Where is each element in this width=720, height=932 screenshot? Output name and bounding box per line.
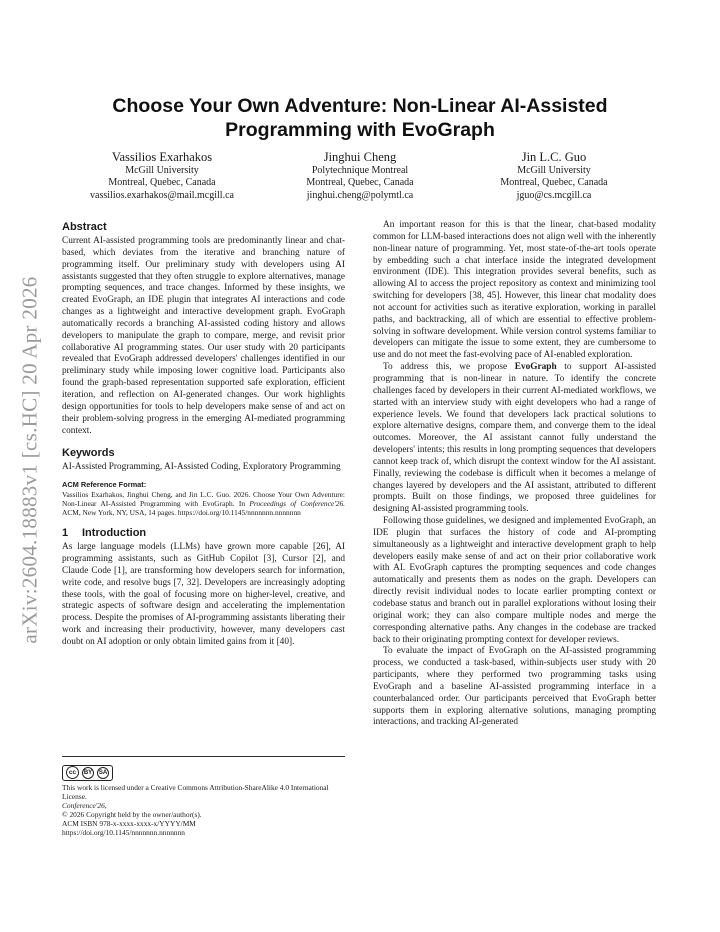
intro-paragraph-1: As large language models (LLMs) have grown more capable [26], AI programming assistants, such as GitHub Copilot [3], Cursor [2], and Claude Code [1], are transforming how developers search for information, write code, and resolve bugs [7, 32]. Developers are increasingly adopting these tools, with the goal of focusing more on higher-level, creative, and strategic aspects of software design and accelerating the implementation process. Despite the promises of AI-programming assistants liberating their work and increasing their productivity, however, many developers cast doubt on AI adoption or only obtain limited gains from it [40]. <box>62 542 345 647</box>
right-paragraph-3: Following those guidelines, we designed and implemented EvoGraph, an IDE plugin that surfaces the history of code and AI-prompting simultaneously as a lightweight and interactive development graph to help developers easily make sense of and act on their prior collaborative work with AI. EvoGraph captures the prompting sequences and code changes automatically and presents them as nodes on the graph. Developers can directly revisit individual nodes to locate earlier prompting context or codebase status and branch out in parallel explorations without losing their original work; they can also compare multiple nodes and merge the corresponding alternative paths. Any changes in the codebase are tracked back to their originating prompting context for developer reviews. <box>373 516 656 645</box>
author-affiliation: McGill University <box>517 165 591 176</box>
keywords-text: AI-Assisted Programming, AI-Assisted Coding, Exploratory Programming <box>62 462 341 473</box>
acm-reference-venue: Proceedings of Conference'26. <box>249 499 345 509</box>
acm-reference-text <box>62 490 345 517</box>
arxiv-stamp-text: arXiv:2604.18883v1 [cs.HC] 20 Apr 2026 <box>17 276 42 644</box>
author-affiliation: McGill University <box>125 165 199 176</box>
title-line-2: Programming with EvoGraph <box>225 119 495 141</box>
right-paragraph-4: To evaluate the impact of EvoGraph on the AI-assisted programming process, we conducted a task-based, within-subjects user study with 20 participants, where they performed two programming tasks using EvoGraph and a baseline AI-assisted programming interface in a counterbalanced order. Our participants perceived that EvoGraph better supports them in exploring alternative solutions, managing prompting interactions, and tracking AI-generated <box>373 646 656 728</box>
author-affiliation: Polytechnique Montreal <box>311 165 409 176</box>
author-2 <box>260 150 460 202</box>
right-paragraph-2 <box>373 362 656 516</box>
arxiv-stamp <box>8 250 52 670</box>
author-location: Montreal, Quebec, Canada <box>500 177 608 189</box>
author-email[interactable]: jinghui.cheng@polymtl.ca <box>306 189 414 201</box>
acm-reference-line1: Vassilios Exarhakos, Jinghui Cheng, and Jin L.C. Guo. 2026. Choose Your Own Adventure: Non-Linear AI-Assisted Programming with EvoGraph. In <box>62 490 345 509</box>
footnote-block <box>62 756 345 837</box>
author-email[interactable]: jguo@cs.mcgill.ca <box>516 189 592 201</box>
license-text: This work is licensed under a Creative Commons Attribution-ShareAlike 4.0 International License. <box>62 782 329 801</box>
section-title: Introduction <box>82 527 147 540</box>
p2-lead: To address this, we propose <box>383 362 508 373</box>
introduction-heading <box>62 526 345 540</box>
isbn-text: ACM ISBN 978-x-xxxx-xxxx-x/YYYY/MM <box>62 818 196 828</box>
footnote-rule <box>62 756 345 757</box>
right-column <box>373 220 656 729</box>
acm-reference-heading: ACM Reference Format: <box>62 480 147 490</box>
section-number: 1 <box>62 527 69 540</box>
acm-reference-line2[interactable]: ACM, New York, NY, USA, 14 pages. https://doi.org/10.1145/nnnnnnn.nnnnnnn <box>62 508 301 518</box>
author-name: Vassilios Exarhakos <box>111 150 213 164</box>
left-column <box>62 220 345 649</box>
author-location: Montreal, Quebec, Canada <box>108 177 216 189</box>
keywords-heading: Keywords <box>62 447 115 460</box>
author-block <box>62 150 658 210</box>
right-paragraph-1: An important reason for this is that the linear, chat-based modality common for LLM-based interactions does not align well with the inherently non-linear nature of programming. Yet, most state-of-the-art tools operate by embedding such a chat interface inside the integrated development environment (IDE). This integration provides several benefits, such as allowing AI to access the project repository as context and minimizing tool switching for developers [38, 45]. However, this linear chat modality does not account for activities such as iterative exploration, working in parallel paths, and backtracking, all of which are essential to effective problem-solving in software development. While version control systems familiar to developers can mitigate the issue to some extent, they are cumbersome to use and do not meet the fast-evolving pace of AI-enabled exploration. <box>373 220 656 361</box>
sa-icon: SA <box>97 767 109 779</box>
author-1 <box>62 150 262 202</box>
author-location: Montreal, Quebec, Canada <box>306 177 414 189</box>
by-icon: BY <box>82 767 94 779</box>
doi-link[interactable]: https://doi.org/10.1145/nnnnnnn.nnnnnnn <box>62 827 185 837</box>
p2-rest: to support AI-assisted programming that is non-linear in nature. To identify the concrete challenges faced by developers in their current AI-mediated workflows, we started with an interview study with eight developers who had a range of experience levels. We found that developers lack practical solutions to explore alternative designs, compare them, and converge them to the ideal outcomes. Moreover, the AI assistant cannot fully understand the developers' intents; this results in long prompting sequences that developers cannot keep track of, which disrupt the context window for the AI assistant. Finally, reviewing the codebase is difficult when it becomes a melange of changes layered by developers and the AI assistant, attributed to different prompts. Built on those findings, we proposed three guidelines for designing AI-assisted programming tools. <box>373 362 656 515</box>
evograph-name: EvoGraph <box>514 362 557 373</box>
author-email[interactable]: vassilios.exarhakos@mail.mcgill.ca <box>90 189 234 201</box>
author-name: Jin L.C. Guo <box>521 150 587 164</box>
author-3 <box>454 150 654 202</box>
paper-title <box>62 94 658 142</box>
cc-icon: cc <box>66 766 79 779</box>
cc-license-badge[interactable] <box>62 765 113 781</box>
title-line-1: Choose Your Own Adventure: Non-Linear AI-Assisted <box>112 95 608 117</box>
abstract-text: Current AI-assisted programming tools are predominantly linear and chat-based, which deviates from the iterative and branching nature of programming itself. Our preliminary study with developers using AI assistants suggested that they often struggle to explore alternatives, manage prompting sequences, and trace changes. Informed by these insights, we created EvoGraph, an IDE plugin that integrates AI interactions and code changes as a lightweight and interactive development graph. EvoGraph automatically records a branching AI-assisted coding history and allows developers to manipulate the graph to compare, merge, and revisit prior collaborative AI programming states. Our user study with 20 participants revealed that EvoGraph addressed developers' challenges identified in our preliminary study while imposing lower cognitive load. Participants also found the graph-based representation supported safe exploration, efficient iteration, and reflection on AI-generated changes. Our work highlights design opportunities for tools to help developers make sense of and act on their problem-solving progress in the emerging AI-mediated programming context. <box>62 236 345 436</box>
abstract-heading: Abstract <box>62 221 107 233</box>
author-name: Jinghui Cheng <box>323 150 397 164</box>
conference-text: Conference'26, <box>62 800 107 810</box>
copyright-text: © 2026 Copyright held by the owner/author(s). <box>62 809 202 819</box>
